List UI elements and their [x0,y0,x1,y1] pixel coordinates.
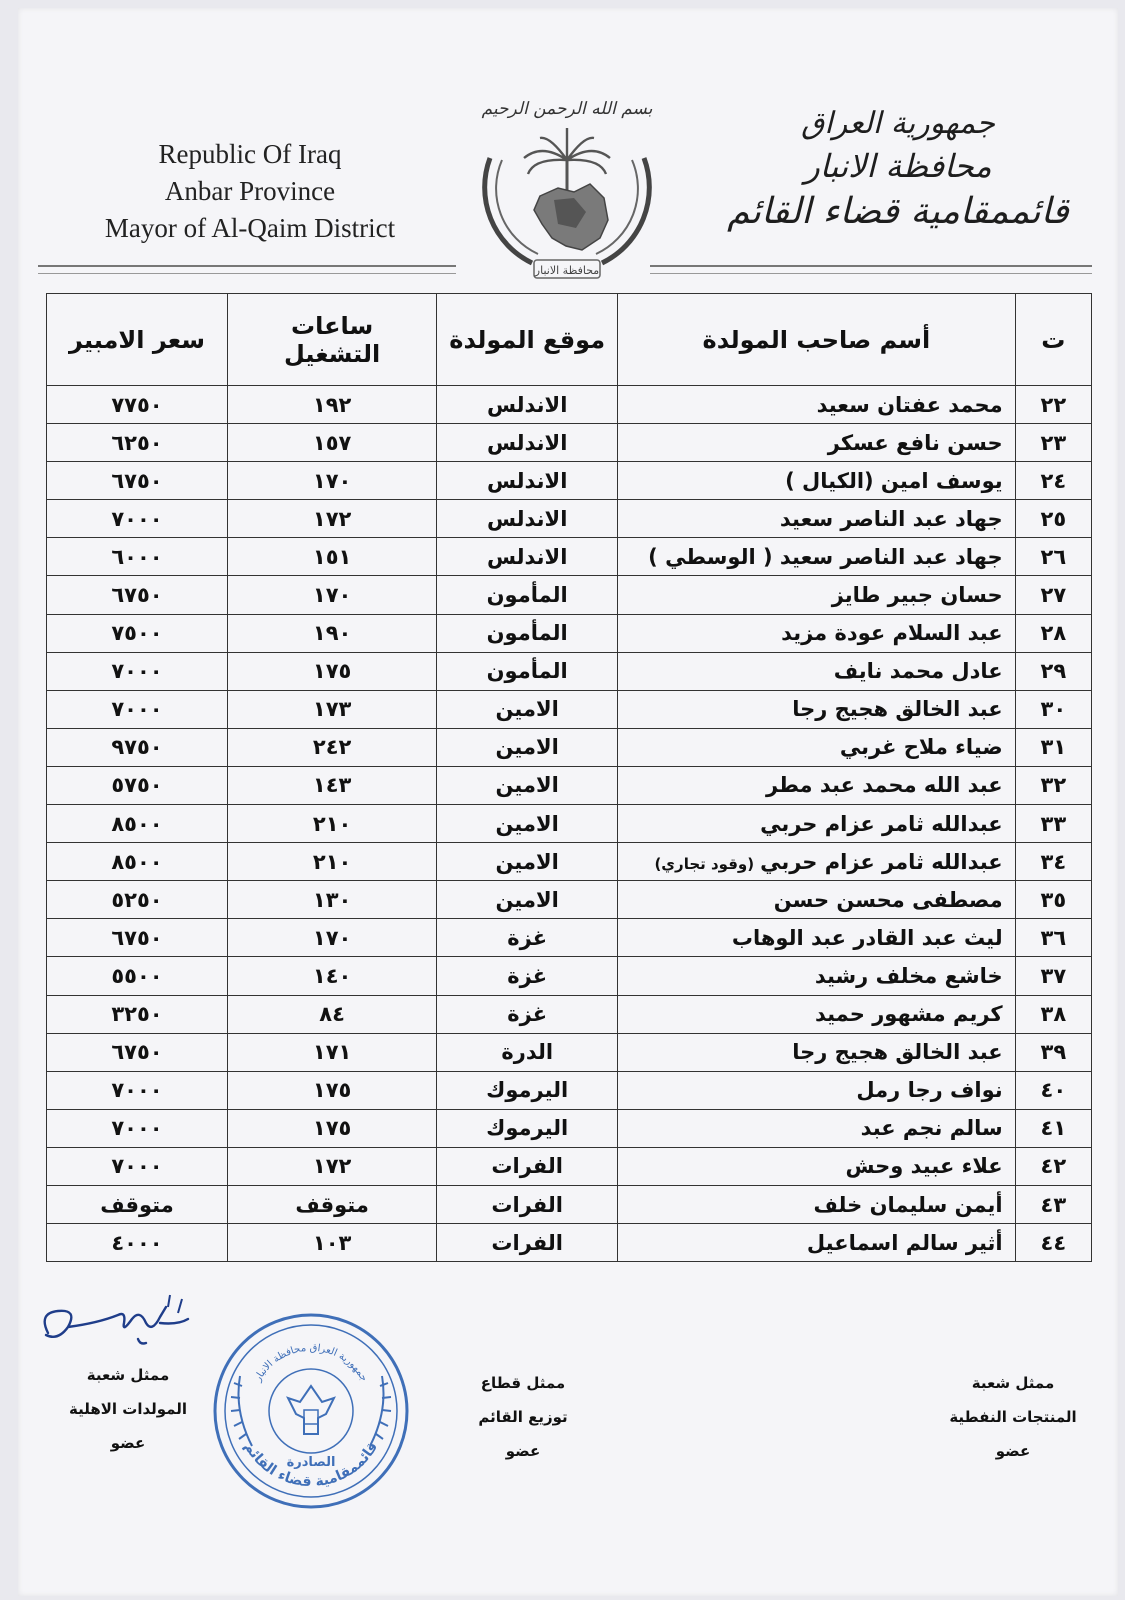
hours-cell-text: ١٧٣ [312,697,352,722]
price-cell [47,995,228,1033]
table-row [47,386,1092,424]
table-row [47,843,1092,881]
location-cell-text: الفرات [491,1230,563,1255]
owner-name-cell-text: محمد عفتان سعيد [816,392,1003,417]
arabic-header-line-1: جمهورية العراق [801,106,995,141]
table-header-row [47,294,1092,386]
owner-name-cell [618,652,1015,690]
generators-table [46,293,1092,1262]
hours-cell [228,462,437,500]
owner-name-cell [618,576,1015,614]
owner-name-cell-text: جهاد عبد الناصر سعيد ( الوسطي ) [648,544,1003,569]
row-number-cell-text: ٢٧ [1040,583,1067,608]
owner-name-cell [618,1071,1015,1109]
price-cell-text: ٦٧٥٠ [111,1040,163,1065]
price-cell-text: ٥٢٥٠ [111,887,163,912]
owner-name-cell [618,995,1015,1033]
location-cell [437,728,618,766]
price-cell [47,1185,228,1223]
location-cell-text: المأمون [486,659,568,684]
official-stamp-icon [206,1306,416,1516]
price-cell-text: ٥٥٠٠ [111,963,163,988]
location-cell-text: الامين [495,811,559,836]
english-header-line-2: Anbar Province [164,176,336,206]
header-rule-left [38,265,456,274]
hours-cell [228,576,437,614]
hours-cell [228,424,437,462]
owner-name-cell-text: عبد الله محمد عبد مطر [766,773,1003,798]
table-row [47,728,1092,766]
stamp-outer-text: قائممقامية قضاء القائم [240,1439,382,1491]
price-cell [47,500,228,538]
signature-icon [28,1293,208,1363]
location-cell-text: اليرموك [486,1116,569,1141]
hours-cell [228,805,437,843]
header-owner-name: أسم صاحب المولدة [618,294,1015,386]
row-number-cell [1015,728,1091,766]
location-cell-text: الاندلس [486,544,568,569]
row-number-cell-text: ٣٤ [1040,849,1067,874]
table-row [47,805,1092,843]
hours-cell [228,1109,437,1147]
header-rule-right [650,265,1092,274]
hours-cell-text: ١٥١ [312,544,352,569]
row-number-cell [1015,1071,1091,1109]
price-cell [47,576,228,614]
location-cell [437,614,618,652]
location-cell [437,1185,618,1223]
table-row [47,919,1092,957]
hours-cell [228,1147,437,1185]
signatory-left-line-3: عضو [110,1434,146,1452]
price-cell-text: ٧٠٠٠ [111,1078,163,1103]
location-cell [437,919,618,957]
location-cell [437,424,618,462]
owner-name-cell-text: نواف رجا رمل [856,1078,1003,1103]
hours-cell-text: ١٧٠ [312,468,352,493]
row-number-cell-text: ٤٤ [1040,1230,1067,1255]
price-cell-text: ٧٠٠٠ [111,1116,163,1141]
row-number-cell [1015,1185,1091,1223]
owner-name-cell-text: خاشع مخلف رشيد [814,963,1003,988]
price-cell [47,843,228,881]
price-cell [47,1147,228,1185]
owner-name-cell-text: علاء عبيد وحش [845,1154,1003,1179]
location-cell-text: الامين [495,849,559,874]
price-cell [47,538,228,576]
arabic-header [718,104,1078,236]
hours-cell [228,766,437,804]
location-cell [437,881,618,919]
owner-name-cell-text: مصطفى محسن حسن [773,887,1003,912]
location-cell-text: المأمون [486,583,568,608]
location-cell-text: الاندلس [486,506,568,531]
owner-name-cell-text: يوسف امين (الكيال ) [785,468,1003,493]
header-price: سعر الامبير [47,294,228,386]
location-cell-text: الاندلس [486,468,568,493]
price-cell-text: ٨٥٠٠ [111,811,163,836]
price-cell-text: ٤٠٠٠ [111,1230,163,1255]
row-number-cell-text: ٣٠ [1040,697,1067,722]
location-cell-text: المأمون [486,621,568,646]
owner-name-cell-text: عبد الخالق هجيج رجا [792,697,1003,722]
location-cell-text: غزة [507,1002,548,1027]
location-cell [437,538,618,576]
price-cell [47,728,228,766]
row-number-cell-text: ٣٩ [1040,1040,1067,1065]
table-row [47,1071,1092,1109]
location-cell [437,500,618,538]
price-cell-text: ٧٠٠٠ [111,659,163,684]
price-cell [47,462,228,500]
emblem-top-text: بسم الله الرحمن الرحيم [481,99,653,119]
hours-cell-text: ١٧٠ [312,925,352,950]
owner-name-cell-text: عبد السلام عودة مزيد [781,621,1003,646]
price-cell-text: ٣٢٥٠ [111,1002,163,1027]
location-cell [437,1224,618,1262]
location-cell [437,843,618,881]
header-location: موقع المولدة [437,294,618,386]
owner-name-cell [618,881,1015,919]
hours-cell-text: ٨٤ [319,1002,345,1027]
price-cell [47,766,228,804]
row-number-cell-text: ٣٢ [1040,773,1067,798]
hours-cell-text: ١٤٠ [312,963,352,988]
row-number-cell [1015,805,1091,843]
owner-name-cell-text: ليث عبد القادر عبد الوهاب [731,925,1003,950]
row-number-cell-text: ٤١ [1040,1116,1067,1141]
signatory-right-line-3: عضو [995,1442,1031,1460]
price-cell-text: ٦٧٥٠ [111,583,163,608]
owner-name-cell [618,919,1015,957]
row-number-cell [1015,462,1091,500]
price-cell [47,805,228,843]
owner-name-cell [618,614,1015,652]
table-row [47,424,1092,462]
location-cell-text: غزة [507,963,548,988]
owner-name-cell [618,766,1015,804]
owner-name-note: (وقود تجاري) [654,854,755,873]
price-cell-text: ٦٢٥٠ [111,430,163,455]
row-number-cell [1015,1224,1091,1262]
hours-cell-text: ١٩٢ [312,392,352,417]
owner-name-cell-text: جهاد عبد الناصر سعيد [779,506,1003,531]
hours-cell [228,995,437,1033]
row-number-cell [1015,652,1091,690]
signatory-distribution-sector [443,1366,603,1468]
row-number-cell [1015,690,1091,728]
owner-name-cell [618,538,1015,576]
signatory-left-line-2: المولدات الاهلية [68,1400,188,1418]
hours-cell-text: ١٤٣ [312,773,352,798]
owner-name-cell-text: عادل محمد نايف [833,659,1003,684]
table-row [47,690,1092,728]
owner-name-cell-text: عبد الخالق هجيج رجا [792,1040,1003,1065]
row-number-cell-text: ٣٦ [1040,925,1067,950]
price-cell-text: ٥٧٥٠ [111,773,163,798]
hours-cell [228,1224,437,1262]
table-row [47,881,1092,919]
signatory-private-generators [53,1358,203,1460]
owner-name-cell [618,1185,1015,1223]
row-number-cell-text: ٢٥ [1040,506,1067,531]
signatory-right-line-1: ممثل شعبة [971,1374,1055,1392]
price-cell-text: ٧٧٥٠ [111,392,163,417]
location-cell-text: الامين [495,697,559,722]
price-cell [47,1224,228,1262]
price-cell-text: ٧٥٠٠ [111,621,163,646]
owner-name-cell [618,424,1015,462]
price-cell [47,957,228,995]
row-number-cell-text: ٢٢ [1040,392,1067,417]
row-number-cell [1015,1033,1091,1071]
hours-cell [228,881,437,919]
row-number-cell [1015,843,1091,881]
row-number-cell [1015,424,1091,462]
table-row [47,652,1092,690]
owner-name-cell-text: عبدالله ثامر عزام حربي [760,849,1003,874]
location-cell [437,805,618,843]
price-cell [47,386,228,424]
row-number-cell-text: ٣٧ [1040,963,1067,988]
stamp-inner-text: الصادرة [286,1455,336,1470]
stamp-top-text: جمهورية العراق محافظة الانبار [252,1342,370,1384]
hours-cell-text: ١٣٠ [312,887,352,912]
row-number-cell [1015,1147,1091,1185]
hours-cell-text: ١٧٥ [312,1078,352,1103]
hours-cell-text: ١٧٢ [312,1154,352,1179]
location-cell-text: الفرات [491,1192,563,1217]
row-number-cell [1015,386,1091,424]
price-cell-text: ٦٧٥٠ [111,468,163,493]
location-cell [437,652,618,690]
hours-cell-text: ١٩٠ [312,621,352,646]
row-number-cell [1015,576,1091,614]
header-no: ت [1015,294,1091,386]
price-cell-text: ٦٧٥٠ [111,925,163,950]
owner-name-cell-text: سالم نجم عبد [860,1116,1003,1141]
price-cell [47,424,228,462]
location-cell [437,1033,618,1071]
owner-name-cell [618,386,1015,424]
emblem-bottom-text: محافظة الانبار [534,264,600,277]
owner-name-cell [618,500,1015,538]
price-cell-text: ٩٧٥٠ [111,735,163,760]
location-cell [437,1109,618,1147]
owner-name-cell [618,690,1015,728]
english-header-line-3: Mayor of Al-Qaim District [104,213,396,243]
price-cell [47,652,228,690]
location-cell [437,1147,618,1185]
hours-cell [228,1033,437,1071]
owner-name-cell-text: حسان جبير طايز [831,583,1003,608]
hours-cell [228,538,437,576]
owner-name-cell [618,957,1015,995]
row-number-cell-text: ٢٩ [1040,659,1067,684]
price-cell-text: ٧٠٠٠ [111,697,163,722]
row-number-cell-text: ٤٣ [1040,1192,1067,1217]
owner-name-cell-text: حسن نافع عسكر [827,430,1003,455]
price-cell [47,614,228,652]
location-cell [437,576,618,614]
hours-cell [228,957,437,995]
price-cell-text: متوقف [100,1192,174,1217]
owner-name-cell-text: ضياء ملاح غربي [839,735,1003,760]
signatory-right-line-2: المنتجات النفطية [949,1408,1077,1426]
row-number-cell-text: ٣٣ [1040,811,1067,836]
hours-cell-text: ٢١٠ [312,849,352,874]
hours-cell-text: ١٧٥ [312,659,352,684]
location-cell [437,1071,618,1109]
hours-cell [228,1071,437,1109]
row-number-cell-text: ٤٢ [1040,1154,1067,1179]
hours-cell [228,690,437,728]
owner-name-cell-text: عبدالله ثامر عزام حربي [760,811,1003,836]
hours-cell [228,386,437,424]
owner-name-cell [618,462,1015,500]
row-number-cell [1015,538,1091,576]
price-cell-text: ٨٥٠٠ [111,849,163,874]
table-row [47,576,1092,614]
row-number-cell-text: ٢٤ [1040,468,1067,493]
table-row [47,1185,1092,1223]
owner-name-cell [618,1147,1015,1185]
row-number-cell-text: ٤٠ [1040,1078,1067,1103]
hours-cell-text: ١٠٣ [312,1230,352,1255]
location-cell-text: الامين [495,887,559,912]
hours-cell [228,614,437,652]
hours-cell [228,1185,437,1223]
owner-name-cell-text: كريم مشهور حميد [814,1002,1003,1027]
owner-name-cell-text: أيمن سليمان خلف [813,1192,1003,1217]
location-cell-text: الدرة [501,1040,554,1065]
row-number-cell-text: ٢٨ [1040,621,1067,646]
row-number-cell [1015,957,1091,995]
table-row [47,995,1092,1033]
location-cell-text: الاندلس [486,430,568,455]
location-cell [437,386,618,424]
table-row [47,614,1092,652]
location-cell-text: اليرموك [486,1078,569,1103]
price-cell [47,1109,228,1147]
hours-cell-text: ٢١٠ [312,811,352,836]
location-cell-text: الاندلس [486,392,568,417]
price-cell [47,690,228,728]
signatory-oil-products [938,1366,1088,1468]
signatory-mid-line-1: ممثل قطاع [480,1374,566,1392]
price-cell-text: ٧٠٠٠ [111,506,163,531]
row-number-cell-text: ٢٦ [1040,544,1067,569]
signatory-mid-line-3: عضو [505,1442,541,1460]
table-row [47,1224,1092,1262]
row-number-cell-text: ٢٣ [1040,430,1067,455]
row-number-cell-text: ٣٨ [1040,1002,1067,1027]
table-row [47,462,1092,500]
price-cell-text: ٧٠٠٠ [111,1154,163,1179]
hours-cell-text: ١٧١ [312,1040,352,1065]
table-row [47,957,1092,995]
hours-cell-text: متوقف [295,1192,369,1217]
location-cell [437,462,618,500]
hours-cell-text: ١٥٧ [312,430,352,455]
location-cell-text: الامين [495,735,559,760]
row-number-cell-text: ٣٥ [1040,887,1067,912]
location-cell [437,690,618,728]
header-hours: ساعات التشغيل [228,294,437,386]
row-number-cell [1015,919,1091,957]
hours-cell [228,652,437,690]
owner-name-cell [618,805,1015,843]
hours-cell [228,843,437,881]
price-cell-text: ٦٠٠٠ [111,544,163,569]
owner-name-cell-text: أثير سالم اسماعيل [806,1230,1003,1255]
row-number-cell [1015,995,1091,1033]
location-cell-text: غزة [507,925,548,950]
row-number-cell [1015,766,1091,804]
price-cell [47,1071,228,1109]
location-cell [437,995,618,1033]
hours-cell [228,728,437,766]
location-cell [437,957,618,995]
table-row [47,538,1092,576]
price-cell [47,1033,228,1071]
table-row [47,1033,1092,1071]
hours-cell-text: ١٧٢ [312,506,352,531]
location-cell-text: الامين [495,773,559,798]
owner-name-cell [618,1109,1015,1147]
arabic-header-line-3: قائممقامية قضاء القائم [727,191,1069,232]
english-header [60,136,440,247]
location-cell [437,766,618,804]
document-page [18,8,1118,1596]
hours-cell [228,919,437,957]
row-number-cell [1015,1109,1091,1147]
signatory-left-line-1: ممثل شعبة [86,1366,170,1384]
row-number-cell [1015,500,1091,538]
hours-cell-text: ٢٤٢ [312,735,352,760]
arabic-header-line-2: محافظة الانبار [804,147,992,185]
row-number-cell-text: ٣١ [1040,735,1067,760]
owner-name-cell [618,843,1015,881]
owner-name-cell [618,1033,1015,1071]
location-cell-text: الفرات [491,1154,563,1179]
table-row [47,1147,1092,1185]
price-cell [47,881,228,919]
table-row [47,766,1092,804]
hours-cell-text: ١٧٠ [312,583,352,608]
hours-cell [228,500,437,538]
table-row [47,1109,1092,1147]
hours-cell-text: ١٧٥ [312,1116,352,1141]
english-header-line-1: Republic Of Iraq [158,139,342,169]
row-number-cell [1015,881,1091,919]
signatory-mid-line-2: توزيع القائم [478,1408,568,1426]
owner-name-cell [618,728,1015,766]
row-number-cell [1015,614,1091,652]
table-row [47,500,1092,538]
price-cell [47,919,228,957]
owner-name-cell [618,1224,1015,1262]
province-emblem-icon [462,88,672,288]
